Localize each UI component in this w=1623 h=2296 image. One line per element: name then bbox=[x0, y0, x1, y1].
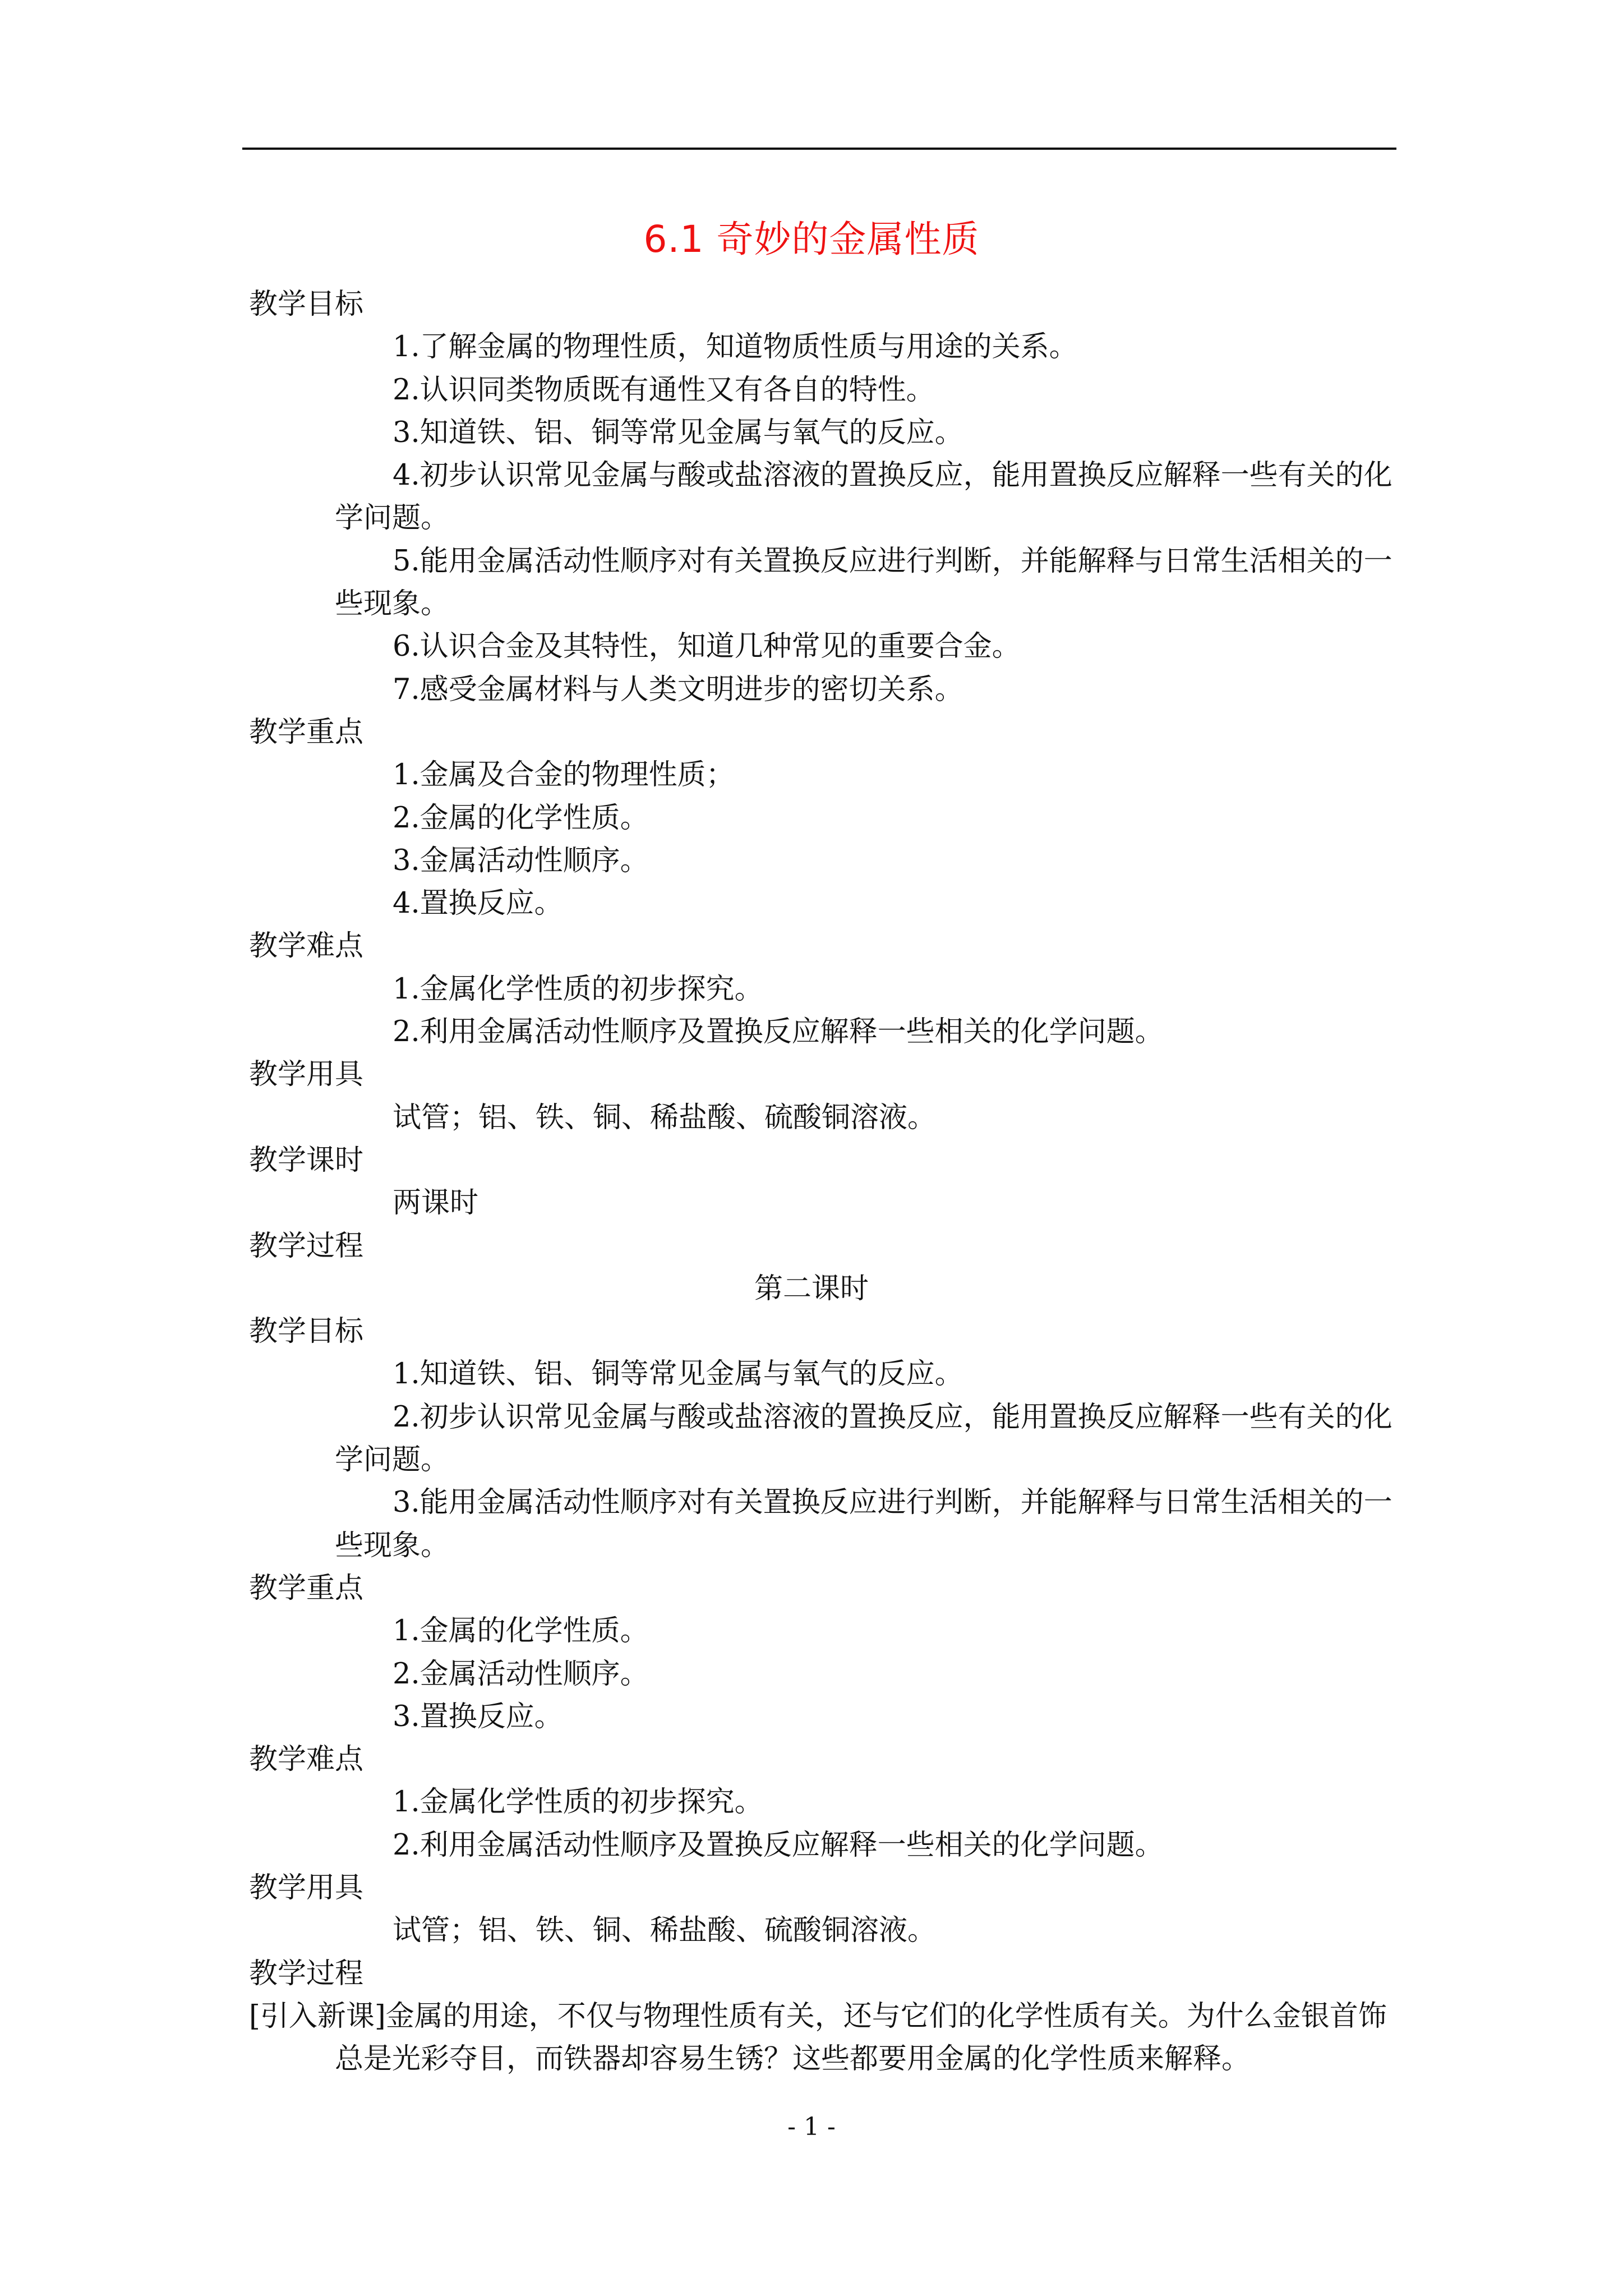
page-number: - 1 - bbox=[787, 2113, 836, 2141]
intro-paragraph-line: 总是光彩夺目，而铁器却容易生锈？这些都要用金属的化学性质来解释。 bbox=[335, 2042, 1251, 2076]
key-point-item: 1.金属及合金的物理性质； bbox=[393, 758, 735, 792]
section-heading-difficulties: 教学难点 bbox=[249, 930, 364, 963]
difficulty-item: 2.利用金属活动性顺序及置换反应解释一些相关的化学问题。 bbox=[393, 1015, 1164, 1049]
difficulty-item: 1.金属化学性质的初步探究。 bbox=[393, 1786, 763, 1819]
difficulty-item: 2.利用金属活动性顺序及置换反应解释一些相关的化学问题。 bbox=[393, 1828, 1164, 1862]
section-heading-materials: 教学用具 bbox=[249, 1058, 364, 1092]
objective-item: 6.认识合金及其特性，知道几种常见的重要合金。 bbox=[393, 630, 1021, 664]
materials-text: 试管；铝、铁、铜、稀盐酸、硫酸铜溶液。 bbox=[393, 1914, 937, 1948]
section-heading-periods: 教学课时 bbox=[249, 1143, 364, 1177]
objective-item: 2.初步认识常见金属与酸或盐溶液的置换反应，能用置换反应解释一些有关的化 bbox=[393, 1400, 1393, 1434]
objective-item: 5.能用金属活动性顺序对有关置换反应进行判断，并能解释与日常生活相关的一 bbox=[393, 544, 1393, 578]
section-heading-process: 教学过程 bbox=[249, 1229, 364, 1263]
section-heading-key-points: 教学重点 bbox=[249, 1571, 364, 1605]
difficulty-item: 1.金属化学性质的初步探究。 bbox=[393, 972, 763, 1006]
section-heading-key-points: 教学重点 bbox=[249, 715, 364, 749]
key-point-item: 4.置换反应。 bbox=[393, 887, 563, 921]
key-point-item: 3.置换反应。 bbox=[393, 1700, 563, 1733]
document-title: 6.1 奇妙的金属性质 bbox=[643, 218, 980, 261]
objective-item: 3.知道铁、铝、铜等常见金属与氧气的反应。 bbox=[393, 416, 963, 449]
objective-item: 4.初步认识常见金属与酸或盐溶液的置换反应，能用置换反应解释一些有关的化 bbox=[393, 459, 1393, 493]
objective-item-continuation: 些现象。 bbox=[335, 587, 450, 621]
lesson-subtitle: 第二课时 bbox=[754, 1272, 869, 1305]
key-point-item: 3.金属活动性顺序。 bbox=[393, 844, 649, 877]
section-heading-objectives: 教学目标 bbox=[249, 1315, 364, 1349]
header-rule bbox=[242, 148, 1396, 150]
key-point-item: 2.金属活动性顺序。 bbox=[393, 1657, 649, 1691]
materials-text: 试管；铝、铁、铜、稀盐酸、硫酸铜溶液。 bbox=[393, 1101, 937, 1134]
objective-item: 1.了解金属的物理性质，知道物质性质与用途的关系。 bbox=[393, 330, 1078, 364]
objective-item: 3.能用金属活动性顺序对有关置换反应进行判断，并能解释与日常生活相关的一 bbox=[393, 1486, 1393, 1520]
section-heading-objectives: 教学目标 bbox=[249, 288, 364, 321]
key-point-item: 2.金属的化学性质。 bbox=[393, 801, 649, 835]
objective-item: 7.感受金属材料与人类文明进步的密切关系。 bbox=[393, 673, 963, 706]
section-heading-materials: 教学用具 bbox=[249, 1871, 364, 1904]
objective-item: 1.知道铁、铝、铜等常见金属与氧气的反应。 bbox=[393, 1358, 963, 1391]
objective-item: 2.认识同类物质既有通性又有各自的特性。 bbox=[393, 373, 935, 407]
objective-item-continuation: 些现象。 bbox=[335, 1529, 450, 1562]
section-heading-process: 教学过程 bbox=[249, 1957, 364, 1990]
objective-item-continuation: 学问题。 bbox=[335, 1443, 450, 1477]
intro-paragraph-line: [引入新课]金属的用途，不仅与物理性质有关，还与它们的化学性质有关。为什么金银首饰 bbox=[249, 1999, 1387, 2033]
periods-text: 两课时 bbox=[393, 1186, 479, 1220]
section-heading-difficulties: 教学难点 bbox=[249, 1743, 364, 1777]
objective-item-continuation: 学问题。 bbox=[335, 501, 450, 535]
key-point-item: 1.金属的化学性质。 bbox=[393, 1614, 649, 1648]
document-body bbox=[0, 283, 1623, 2081]
